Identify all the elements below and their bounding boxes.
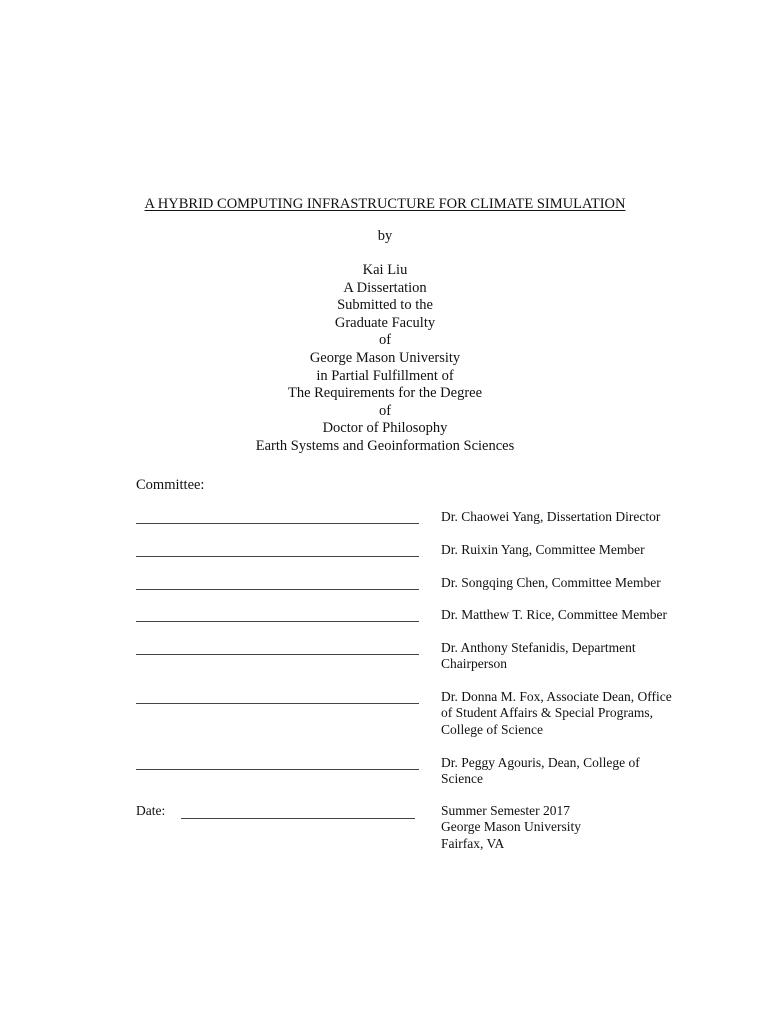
degree-line: Submitted to the <box>337 297 433 314</box>
signature-line <box>136 589 419 590</box>
location: Fairfax, VA <box>441 835 505 851</box>
signature-line <box>136 703 419 704</box>
signature-line <box>136 621 419 622</box>
dissertation-title: A HYBRID COMPUTING INFRASTRUCTURE FOR CLIMATE SIMULATION <box>144 196 626 212</box>
signature-line <box>136 556 419 557</box>
committee-member: Dr. Donna M. Fox, Associate Dean, Office of Student Affairs & Special Programs, College of Science <box>441 689 672 737</box>
committee-member: Dr. Songqing Chen, Committee Member <box>441 575 661 590</box>
date-signature-line <box>181 818 415 819</box>
committee-label: Committee: <box>136 477 205 493</box>
degree-line: The Requirements for the Degree <box>287 385 483 402</box>
committee-member: Dr. Matthew T. Rice, Committee Member <box>441 607 667 622</box>
semester: Summer Semester 2017 <box>441 803 570 818</box>
date-location-block <box>441 803 681 852</box>
signature-line <box>136 769 419 770</box>
university-name: George Mason University <box>441 819 581 835</box>
committee-member: Dr. Ruixin Yang, Committee Member <box>441 542 645 557</box>
committee-member: Dr. Anthony Stefanidis, Department Chairperson <box>441 640 636 672</box>
degree-line: Graduate Faculty <box>334 314 436 331</box>
degree-line: of <box>378 402 392 419</box>
author-name: Kai Liu <box>362 262 408 278</box>
degree-line: of <box>378 332 392 349</box>
degree-name: Doctor of Philosophy <box>322 420 448 437</box>
committee-member: Dr. Peggy Agouris, Dean, College of Science <box>441 755 640 787</box>
degree-line: A Dissertation <box>343 279 427 296</box>
committee-member: Dr. Chaowei Yang, Dissertation Director <box>441 509 661 524</box>
program-name: Earth Systems and Geoinformation Sciences <box>255 437 515 454</box>
degree-line: in Partial Fulfillment of <box>316 367 454 384</box>
by-line: by <box>377 228 393 244</box>
signature-line <box>136 523 419 524</box>
author-degree-block <box>0 262 770 456</box>
signature-line <box>136 654 419 655</box>
university-name: George Mason University <box>309 349 461 366</box>
date-label: Date: <box>136 803 166 818</box>
